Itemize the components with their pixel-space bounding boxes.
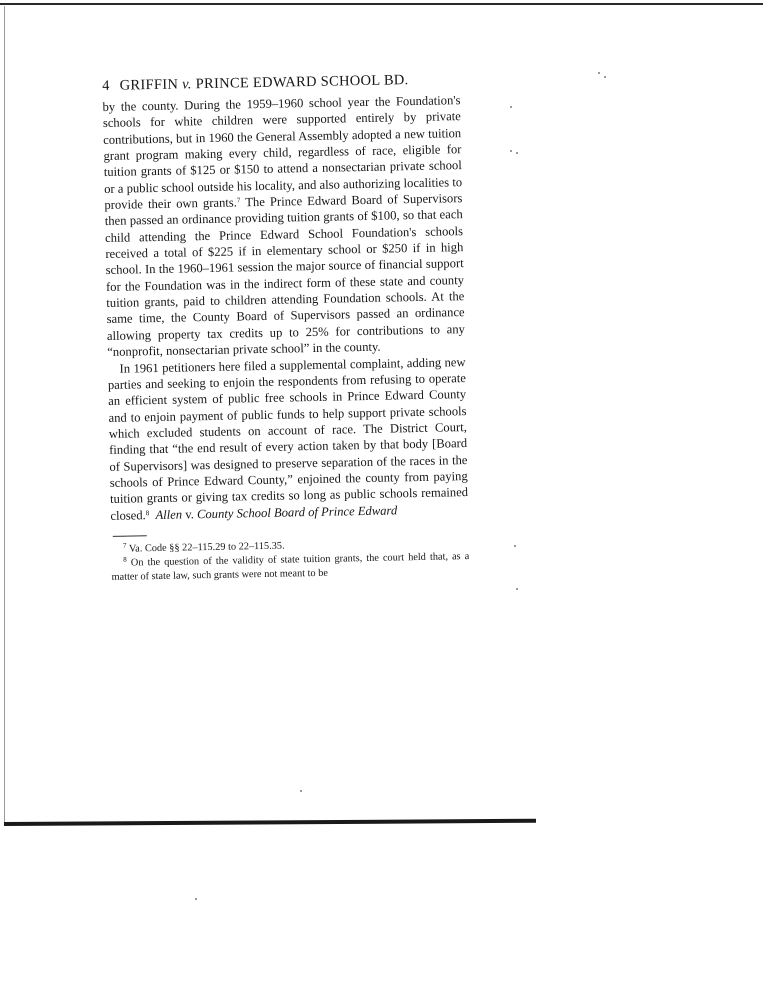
header-title-v: v. <box>181 76 192 93</box>
scan-speck <box>510 106 512 108</box>
paragraph-1 <box>102 92 465 360</box>
footnote-divider <box>113 535 147 537</box>
scan-speck <box>516 152 518 154</box>
footnote-8-text: On the question of the validity of state tuition grants, the court held that, as a matter of state law, such grants were not meant to be <box>111 550 470 583</box>
footnote-ref-7: 7 <box>236 196 241 205</box>
top-scan-edge <box>0 3 763 5</box>
case-name-rest: County School Board of Prince Edward <box>196 503 398 521</box>
header-title-part1: GRIFFIN <box>119 76 179 94</box>
case-name-allen: Allen <box>155 507 183 522</box>
scan-speck <box>516 588 518 590</box>
case-name-v: v. <box>181 506 198 522</box>
scan-speck <box>300 790 302 792</box>
running-header <box>102 71 460 95</box>
header-title-part2: PRINCE EDWARD SCHOOL BD. <box>195 72 409 93</box>
body-text <box>102 92 468 524</box>
footnote-ref-8: 8 <box>145 508 150 517</box>
scan-speck <box>510 150 512 152</box>
paragraph-2 <box>107 354 468 524</box>
footnote-8-mark: 8 <box>123 555 127 564</box>
paragraph-2-text: In 1961 petitioners here filed a supplemental complaint, adding new parties and seeking to enjoin the respondents from refusing to operate an efficient system of public free schools in Prince Edward County and to enjoin payment of public funds to help support private schools which excluded students on account of race. The District Court, finding that “the end result of every action taken by that body [Board of Supervisors] was designed to preserve separation of the races in the schools of Prince Edward County,” enjoined the county from paying tuition grants or giving tax credits so long as public schools remained closed. <box>107 354 469 523</box>
document-page <box>102 71 470 585</box>
left-scan-edge <box>4 6 5 826</box>
scan-speck <box>195 898 197 900</box>
scan-speck <box>514 545 516 547</box>
paragraph-1-text-b: The Prince Edward Board of Supervisors then passed an ordinance providing tuition grants of $100, so that each child attending the Prince Edward School Foundation's schools received a total of $225 if in elementary school or $250 if in high school. In the 1960–1961 session the major source of financial support for the Foundation was in the indirect form of these state and county tuition grants, paid to children attending Foundation schools. At the same time, the County Board of Supervisors passed an ordinance allowing property tax credits up to 25% for contributions to any “nonprofit, nonsectarian private school” in the county. <box>104 191 466 360</box>
bottom-scan-edge <box>4 819 536 826</box>
paragraph-1-text-a: by the county. During the 1959–1960 school year the Foundation's schools for white children were supported entirely by private contributions, but in 1960 the General Assembly adopted a new tuition grant program making every child, regardless of race, eligible for tuition grants of $125 or $150 to attend a nonsectarian private school or a public school outside his locality, and also authorizing localities to provide their own grants. <box>102 93 463 213</box>
scan-speck <box>598 72 600 74</box>
scan-speck <box>604 76 606 78</box>
page-number: 4 <box>102 77 110 94</box>
footnote-7-mark: 7 <box>122 541 127 550</box>
footnote-7-text: Va. Code §§ 22–115.29 to 22–115.35. <box>126 540 285 555</box>
footnotes <box>111 536 470 585</box>
footnote-8 <box>111 550 469 585</box>
